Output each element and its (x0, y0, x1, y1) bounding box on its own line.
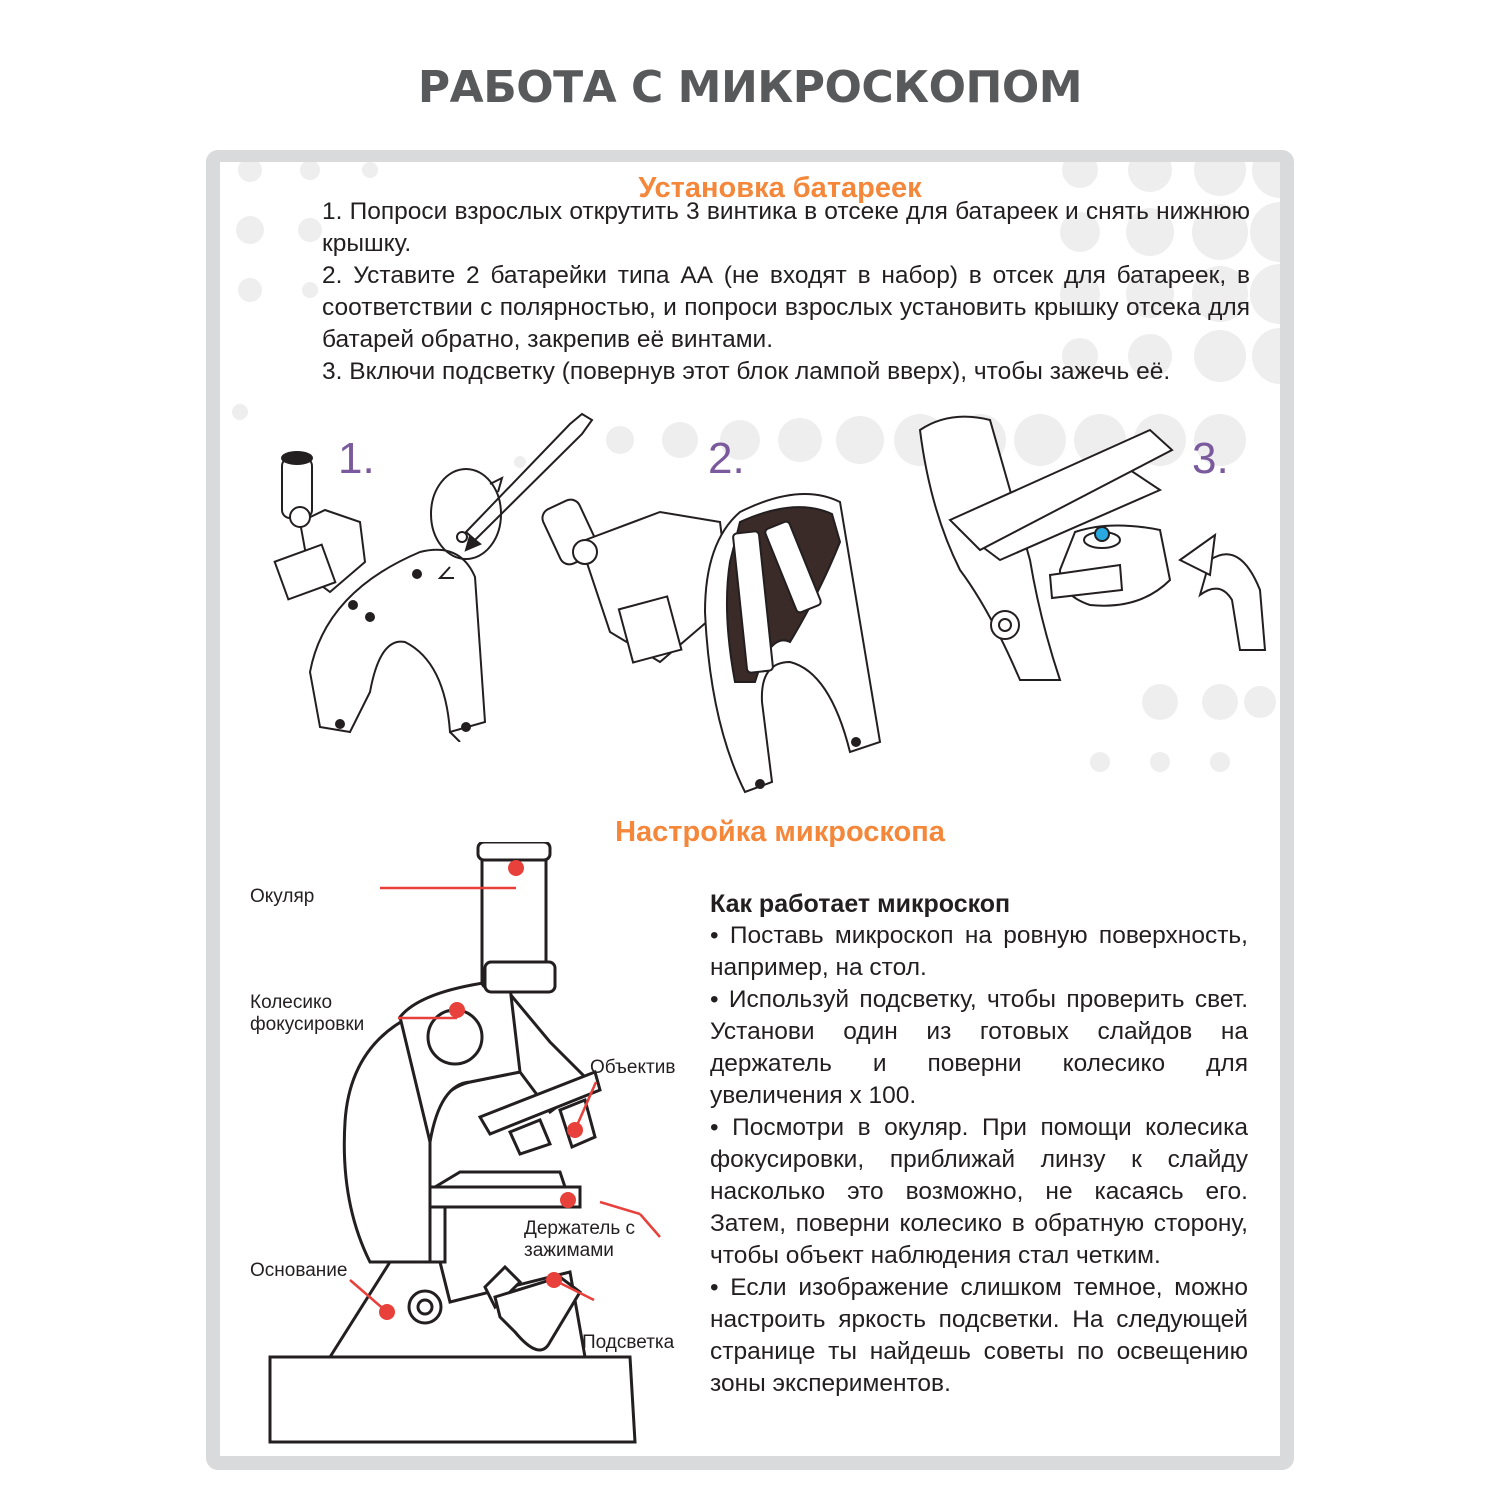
label-eyepiece: Окуляр (250, 886, 315, 907)
how-paragraph-2: • Используй подсветку, чтобы проверить свет. Установи один из готовых слайдов на держатель и поверни колесико для увеличения х 100. (710, 986, 1248, 1109)
content-panel (206, 150, 1294, 1470)
how-paragraph-1: • Поставь микроскоп на ровную поверхность, например, на стол. (710, 922, 1248, 981)
battery-instructions (322, 196, 1250, 388)
label-base: Основание (250, 1260, 348, 1281)
how-paragraph-4: • Если изображение слишком темное, можно настроить яркость подсветки. На следующей странице ты найдешь советы по освещению зоны экспериментов. (710, 1274, 1248, 1397)
battery-step-1: 1. Попроси взрослых открутить 3 винтика в отсеке для батареек и снять нижнюю крышку. (322, 198, 1250, 257)
how-it-works (710, 888, 1248, 1400)
marker-holder (560, 1192, 576, 1208)
marker-focus-wheel (449, 1002, 465, 1018)
label-light: Подсветка (582, 1332, 675, 1353)
how-paragraph-3: • Посмотри в окуляр. При помощи колесика фокусировки, приближай линзу к слайду насколько это возможно, не касаясь его. Затем, поверни колесико в обратную сторону, чтобы объект наблюдения стал четким. (710, 1114, 1248, 1269)
page-title: РАБОТА С МИКРОСКОПОМ (417, 62, 1083, 113)
battery-heading: Установка батареек (638, 172, 922, 204)
figure-number-2: 2. (708, 434, 745, 483)
battery-step-3: 3. Включи подсветку (повернув этот блок лампой вверх), чтобы зажечь её. (322, 358, 1171, 385)
microscope-diagram (250, 842, 720, 1452)
setup-heading: Настройка микроскопа (615, 816, 945, 848)
label-holder: Держатель с зажимами (524, 1218, 636, 1261)
illustration-insert-batteries (540, 482, 900, 802)
content-panel-inner (220, 162, 1280, 1456)
illustration-switch-light (910, 410, 1280, 690)
label-objective: Объектив (590, 1057, 676, 1078)
marker-eyepiece (508, 860, 524, 876)
label-focus-wheel: Колесико фокусировки (250, 992, 365, 1035)
figure-number-1: 1. (338, 434, 375, 483)
how-it-works-title: Как работает микроскоп (710, 890, 1011, 918)
figure-number-3: 3. (1192, 434, 1229, 483)
battery-step-2: 2. Уставите 2 батарейки типа АА (не входят в набор) в отсек для батареек, в соответствии с полярностью, и попроси взрослых установить крышку отсека для батарей обратно, закрепив её винтами. (322, 262, 1250, 353)
